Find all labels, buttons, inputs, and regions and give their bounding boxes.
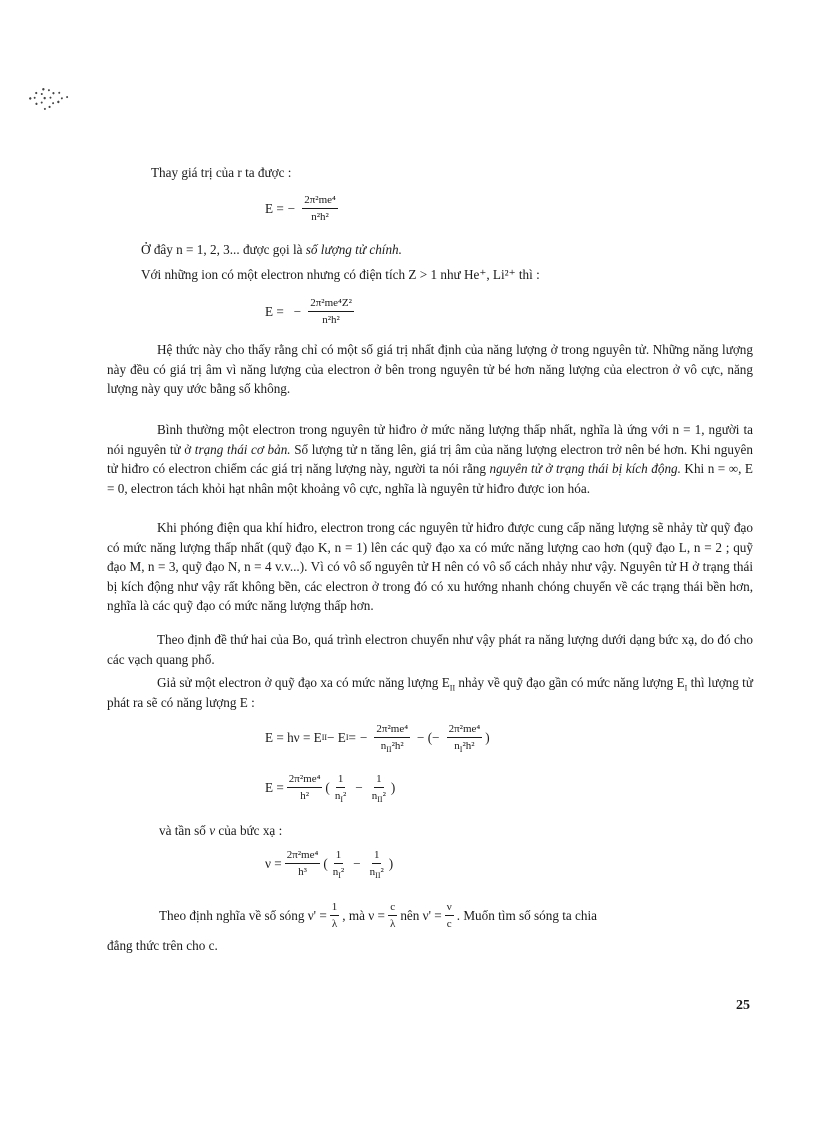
eq2-lhs: E = (265, 303, 284, 319)
wave-f3-num: ν (445, 900, 454, 916)
eq2-numerator: 2π²me⁴Z² (308, 296, 354, 312)
eq4-close: ) (390, 779, 396, 795)
eq5-lhs: ν = (265, 855, 282, 871)
eq5-fb-den-n: n (369, 866, 376, 878)
eq1-lhs: E = (265, 200, 284, 216)
eq1-sign: − (287, 200, 296, 216)
page-number: 25 (736, 998, 750, 1013)
eq4-fa-den-n: n (334, 790, 341, 802)
freq-line-text-a: và tần số (159, 823, 210, 838)
para2-text-a: Bình thường một electron trong nguyên tử hiđro ở mức năng lượng thấp nhất, nghĩa là ứng với n = 1, người ta nói nguyên tử ở (107, 422, 753, 457)
eq5-fb-den-tail: ² (380, 866, 384, 878)
wave-fraction-2 (388, 900, 397, 931)
eq3-den2-tail: ²h² (462, 740, 475, 752)
eq4-fa-num: 1 (336, 772, 346, 788)
wave-text-c: nên ν' = (400, 907, 442, 923)
ion-line: Với những ion có một electron nhưng có điện tích Z > 1 như He⁺, Li²⁺ thì : (141, 267, 540, 282)
eq4-open: ( (325, 779, 330, 795)
wave-text-d: . Muốn tìm số sóng ta chia (456, 907, 598, 923)
eq3-denominator1 (379, 738, 406, 753)
para2-term-excited: nguyên tử ở trạng thái bị kích động. (489, 461, 681, 477)
para2-term-ground: trạng thái cơ bản. (194, 441, 291, 457)
eq4-fb-den-n: n (371, 790, 378, 802)
eq4-fa-den (333, 788, 348, 803)
eq4-minus: − (355, 779, 363, 795)
quantum-line-term: số lượng tử chính. (305, 242, 402, 257)
energy-equation (265, 193, 341, 224)
energy-difference-equation (265, 772, 395, 803)
eq5-denominator: h³ (298, 866, 307, 878)
wave-f3-den: c (446, 918, 452, 930)
eq5-fb-den-sub: II (375, 871, 381, 881)
eq2-fraction (308, 296, 354, 327)
eq5-fb-den (368, 864, 386, 879)
eq5-open: ( (323, 855, 328, 871)
eq3-eq: = (348, 729, 356, 745)
eq1-fraction (302, 193, 338, 224)
wave-text-a: Theo định nghĩa về số sóng ν' = (159, 907, 327, 923)
paragraph-bohr-postulate: Theo định đề thứ hai của Bo, quá trình electron chuyển như vậy phát ra năng lượng dưới dạng bức xạ, do đó cho các vạch quang phổ. (107, 632, 753, 667)
eq3-den1-tail: ²h² (391, 740, 404, 752)
eq4-lhs: E = (265, 779, 284, 795)
eq4-fraction-main (287, 772, 323, 803)
para5-sub-ii: II (449, 683, 456, 693)
frequency-line (159, 823, 282, 839)
paragraph-ground-state (107, 420, 753, 498)
eq5-minus: − (353, 855, 361, 871)
ion-energy-equation (265, 296, 357, 327)
eq4-fraction-a (333, 772, 348, 803)
eq3-sign2: − (− (417, 729, 440, 745)
wave-f1-den: λ (331, 918, 338, 930)
eq3-den1-n: n (380, 740, 387, 752)
eq4-fb-den-tail: ² (382, 790, 386, 802)
para5-sub-i: I (684, 683, 688, 693)
eq3-fraction2 (447, 722, 483, 753)
eq4-fa-den-tail: ² (343, 790, 347, 802)
freq-line-nu: ν (209, 823, 216, 838)
para2-text-c: Khi n = ∞, E = 0, electron tách khỏi hạt nhân một khoảng vô cực, nghĩa là nguyên tử hiđro được ion hóa. (107, 461, 753, 496)
quantum-number-line (141, 242, 402, 258)
photon-energy-equation: E = hν = E II − E I = − $\frac{\text{2π²me⁴}}{n_{II}^2h^2}$ − (− $\frac{\text{2π²me⁴}}{n_I^2h^2}$ ) (265, 723, 490, 755)
freq-line-text-b: của bức xạ : (215, 823, 283, 838)
wave-continuation-line: đẳng thức trên cho c. (107, 938, 218, 953)
eq4-denominator: h² (300, 790, 310, 802)
eq3-lhs: E = hν = E (265, 729, 322, 745)
wave-text-b: , mà ν = (342, 907, 385, 923)
wave-f2-den: λ (389, 918, 396, 930)
frequency-equation (265, 848, 393, 879)
eq3-sign1: − (359, 729, 368, 745)
para2-text-b: Số lượng tử n tăng lên, giá trị âm của năng lượng electron trở nên bé hơn. Khi nguyên tử hiđro có electron chiếm các giá trị năng lượng này, người ta nói rằng (107, 441, 753, 477)
eq2-sign: − (293, 303, 302, 319)
quantum-line-text: Ở đây n = 1, 2, 3... được gọi là (141, 242, 306, 257)
wave-number-line (159, 900, 597, 931)
eq2-denominator: n²h² (322, 314, 340, 326)
eq4-fb-den (370, 788, 388, 803)
eq3-fraction1 (374, 722, 410, 753)
eq5-fa-den (331, 864, 346, 879)
eq4-numerator: 2π²me⁴ (287, 772, 323, 788)
eq4-fa-den-sub: I (340, 795, 343, 805)
eq1-denominator: n²h² (311, 211, 329, 223)
para5-text-c: thì lượng tử phát ra sẽ có năng lượng E : (107, 675, 753, 710)
eq5-fa-den-tail: ² (340, 866, 345, 878)
eq5-close: ) (388, 855, 394, 871)
eq3-mid: − E (327, 729, 346, 745)
eq5-fraction-a (331, 848, 346, 879)
paragraph-energy-levels: Hệ thức này cho thấy rằng chỉ có một số giá trị nhất định của năng lượng ở trong nguyên tử. Những năng lượng này đều có giá trị âm vì năng lượng của electron ở bên trong nguyên tử bé hơn năng lượng của electron ở vô cực, năng lượng này quy ước bằng số không. (107, 342, 753, 397)
library-stamp-mark (18, 60, 90, 127)
eq3-den2-sub: I (459, 745, 463, 755)
eq4-fb-den-sub: II (377, 795, 383, 805)
eq5-numerator: 2π²me⁴ (285, 848, 321, 864)
eq5-fb-num: 1 (372, 848, 382, 864)
eq4-fraction-b (370, 772, 388, 803)
para5-text-a: Giả sử một electron ở quỹ đạo xa có mức năng lượng E (157, 675, 450, 690)
eq1-numerator: 2π²me⁴ (302, 193, 338, 209)
eq5-fa-den-n: n (332, 866, 339, 878)
paragraph-discharge: Khi phóng điện qua khí hiđro, electron trong các nguyên tử hiđro được cung cấp năng lượng sẽ nhảy từ quỹ đạo có mức năng lượng thấp nhất (quỹ đạo K, n = 1) lên các quỹ đạo xa có mức năng lượng cao hơn (quỹ đạo L, n = 2 ; quỹ đạo M, n = 3, quỹ đạo N, n = 4 v.v...). Vì có vô số nguyên tử H nên có vô số cách nhảy như vậy. Nguyên tử H ở trạng thái bị kích động như vậy rất không bền, các electron ở trong đó có xu hướng nhanh chóng chuyển về các trạng thái bền hơn, nghĩa là các quỹ đạo có mức năng lượng thấp hơn. (107, 520, 753, 614)
eq3-numerator2: 2π²me⁴ (447, 722, 483, 738)
wave-f1-num: 1 (330, 900, 340, 916)
eq5-fraction-main (285, 848, 321, 879)
eq3-close: ) (485, 729, 490, 745)
para5-text-b: nhảy về quỹ đạo gần có mức năng lượng E (455, 675, 685, 690)
eq3-numerator1: 2π²me⁴ (374, 722, 410, 738)
paragraph-transition (107, 673, 753, 712)
eq5-fa-num: 1 (334, 848, 344, 864)
eq3-denominator2 (452, 738, 476, 753)
wave-f2-num: c (388, 900, 397, 916)
eq5-fa-den-sub: I (338, 871, 341, 881)
wave-fraction-1 (330, 900, 340, 931)
eq4-fb-num: 1 (374, 772, 384, 788)
eq3-den2-n: n (454, 740, 460, 752)
intro-line: Thay giá trị của r ta được : (151, 165, 292, 180)
eq5-fraction-b (368, 848, 386, 879)
eq3-den1-sub: II (386, 745, 392, 755)
wave-fraction-3 (445, 900, 454, 931)
